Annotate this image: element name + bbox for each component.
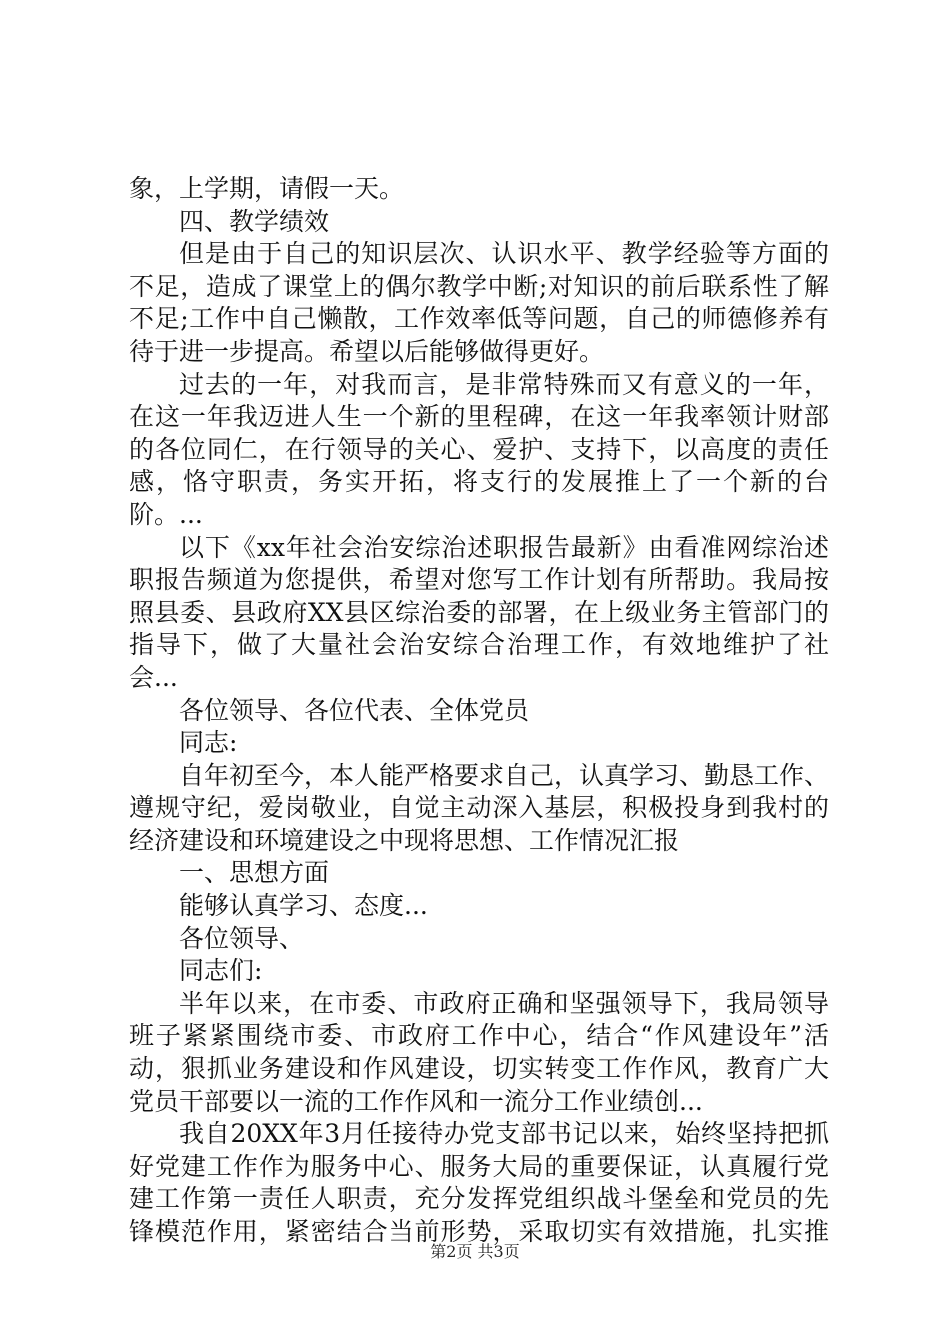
page-footer: 第2页 共3页 — [430, 1242, 520, 1261]
text-line: 指导下，做了大量社会治安综合治理工作，有效地维护了社 — [129, 630, 829, 660]
text-line: 待于进一步提高。希望以后能够做得更好。 — [129, 336, 605, 366]
text-line: 的各位同仁，在行领导的关心、爱护、支持下，以高度的责任 — [129, 434, 829, 464]
text-line: 经济建设和环境建设之中现将思想、工作情况汇报 — [129, 825, 680, 855]
text-line: 我自20XX年3月任接待办党支部书记以来，始终坚持把抓 — [179, 1119, 829, 1149]
text-line: 各位领导、 — [179, 923, 305, 953]
text-line: 自年初至今，本人能严格要求自己，认真学习、勤恳工作、 — [179, 760, 829, 790]
document-body — [129, 173, 829, 1249]
text-line: 照县委、县政府XX县区综治委的部署，在上级业务主管部门的 — [129, 597, 829, 627]
text-line: 一、思想方面 — [179, 858, 330, 888]
text-line: 不足;工作中自己懒散，工作效率低等问题，自己的师德修养有 — [129, 304, 829, 334]
text-line: 半年以来，在市委、市政府正确和坚强领导下，我局领导 — [179, 988, 829, 1018]
text-line: 不足，造成了课堂上的偶尔教学中断;对知识的前后联系性了解 — [129, 271, 829, 301]
text-line: 象，上学期，请假一天。 — [129, 174, 405, 203]
text-line: 好党建工作作为服务中心、服务大局的重要保证，认真履行党 — [129, 1151, 829, 1181]
text-line: 会... — [129, 662, 178, 692]
text-line: 感，恪守职责，务实开拓，将支行的发展推上了一个新的台 — [129, 467, 829, 497]
text-line: 四、教学绩效 — [179, 206, 330, 236]
text-line: 在这一年我迈进人生一个新的里程碑，在这一年我率领计财部 — [129, 402, 829, 432]
text-line: 遵规守纪，爱岗敬业，自觉主动深入基层，积极投身到我村的 — [129, 793, 829, 823]
text-line: 同志: — [179, 728, 238, 758]
text-line: 阶。... — [129, 499, 203, 529]
text-line: 党员干部要以一流的工作作风和一流分工作业绩创... — [129, 1086, 703, 1116]
text-line: 过去的一年，对我而言，是非常特殊而又有意义的一年， — [179, 369, 829, 399]
text-line: 同志们: — [179, 956, 263, 986]
text-line: 班子紧紧围绕市委、市政府工作中心，结合“作风建设年”活 — [129, 1021, 829, 1051]
text-line: 建工作第一责任人职责，充分发挥党组织战斗堡垒和党员的先 — [129, 1184, 829, 1214]
text-line: 动，狠抓业务建设和作风建设，切实转变工作作风，教育广大 — [129, 1054, 829, 1084]
text-line: 但是由于自己的知识层次、认识水平、教学经验等方面的 — [179, 239, 829, 269]
text-line: 能够认真学习、态度... — [179, 891, 428, 921]
text-line: 职报告频道为您提供，希望对您写工作计划有所帮助。我局按 — [129, 565, 829, 595]
text-line: 以下《xx年社会治安综治述职报告最新》由看准网综治述 — [179, 532, 829, 562]
text-line: 各位领导、各位代表、全体党员 — [179, 695, 530, 725]
text-line: 锋模范作用，紧密结合当前形势，采取切实有效措施，扎实推 — [129, 1217, 829, 1246]
